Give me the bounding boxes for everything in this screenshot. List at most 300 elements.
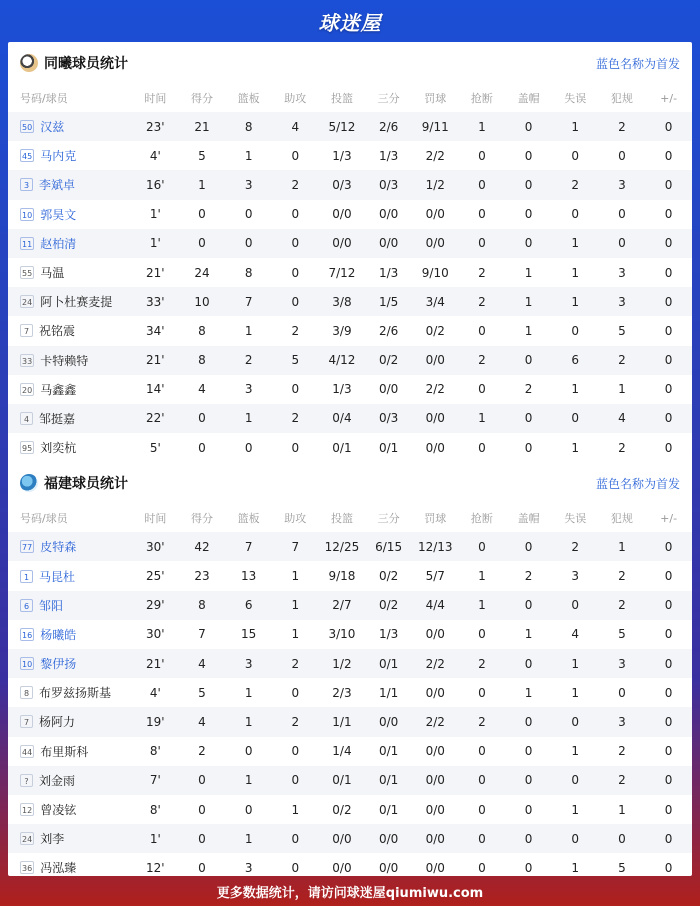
stat-cell: 7 [244,294,253,309]
stat-cell: 0/0 [332,236,352,251]
top-bar [0,0,700,42]
stat-cell: 0 [664,177,673,192]
stat-cell: 1 [291,569,300,584]
stat-cell: 2 [618,773,626,788]
player-cell [8,112,132,141]
stat-cell: 0 [524,744,533,759]
stat-cell: 4' [149,685,161,700]
stat-cell: 4 [198,714,206,729]
player-row [8,620,692,649]
stat-cell: 0/2 [332,802,352,817]
stat-cell: 3 [571,569,580,584]
player-cell [8,824,132,853]
stat-cell: 0/0 [425,773,445,788]
stat-cell: 0 [664,207,673,222]
jersey-number: 3 [20,178,33,191]
player-name: 布罗兹扬斯基 [39,686,112,701]
stat-cell: 1' [149,207,161,222]
stat-cell: 0/0 [425,685,445,700]
stat-cell: 0 [291,860,300,875]
stat-cell: 0 [571,714,580,729]
stat-cell: 1 [571,294,580,309]
stat-cell: 0/1 [378,802,399,817]
footer-banner[interactable]: 更多数据统计，请访问球迷屋qiumiwu.com [216,885,484,901]
player-cell [8,853,132,876]
stat-cell: 2 [571,539,580,554]
stat-cell: 3 [618,294,626,309]
player-cell [8,532,132,561]
stat-cell: 0 [618,207,626,222]
team-a-table [8,84,692,462]
column-header: 犯规 [610,512,633,526]
player-cell [8,433,132,462]
stat-cell: 21 [194,119,210,134]
stat-cell: 24 [194,265,210,280]
player-name: 祝铭震 [39,324,76,339]
stat-cell: 2 [198,744,206,759]
column-header: 投篮 [330,92,353,105]
stat-cell: 2 [618,119,626,134]
column-header: 助攻 [284,92,307,105]
stat-cell: 0 [524,598,533,613]
stat-cell: 30' [146,539,165,554]
column-header: 时间 [144,512,167,526]
stat-cell: 0/1 [378,656,399,671]
stat-cell: 0 [478,323,486,338]
stat-cell: 0 [524,714,533,729]
stat-cell: 0 [664,353,673,368]
stat-cell: 0 [291,207,300,222]
stat-cell: 0 [571,411,580,426]
stat-cell: 1 [571,440,580,455]
player-name[interactable]: 邹阳 [39,598,64,613]
stat-cell: 0 [524,831,533,846]
stat-cell: 0 [664,744,673,759]
stats-card [8,42,692,876]
stat-cell: 1/3 [378,265,399,280]
stat-cell: 4 [198,656,206,671]
stat-cell: 0 [664,802,673,817]
stat-cell: 0 [244,744,253,759]
stat-cell: 2 [291,177,300,192]
column-header: 篮板 [237,92,260,105]
player-cell [8,404,132,433]
stat-cell: 3 [618,714,626,729]
player-cell [8,561,132,590]
stat-cell: 2 [524,382,533,397]
stat-cell: 2/2 [425,148,445,163]
stat-cell: 0/0 [425,411,445,426]
stat-cell: 3 [244,382,253,397]
stat-cell: 0 [478,773,486,788]
team-b-logo-icon [20,474,38,492]
stat-cell: 3 [244,860,253,875]
stat-cell: 3/9 [332,323,352,338]
jersey-number: 7 [20,324,33,337]
jersey-number: 8 [20,686,33,699]
jersey-number: 50 [20,120,34,133]
stat-cell: 3/4 [425,294,445,309]
stat-cell: 8 [198,598,206,613]
stat-cell: 0/0 [378,860,399,875]
player-cell [8,170,132,199]
stat-cell: 1 [244,148,253,163]
stat-cell: 1/2 [425,177,445,192]
stat-cell: 1 [244,714,253,729]
stat-cell: 30' [146,627,165,642]
stat-cell: 1/3 [378,148,399,163]
jersey-number: 6 [20,599,33,612]
stat-cell: 1/5 [378,294,399,309]
stat-cell: 0 [664,685,673,700]
stat-cell: 22' [146,411,165,426]
stat-cell: 2 [478,353,486,368]
stat-cell: 0 [291,265,300,280]
stat-cell: 8' [149,744,161,759]
stat-cell: 1 [198,177,206,192]
stat-cell: 0 [198,236,206,251]
player-name: 杨阿力 [39,715,76,730]
stat-cell: 2 [291,323,300,338]
stat-cell: 0 [198,831,206,846]
stat-cell: 42 [194,539,210,554]
stat-cell: 0 [664,569,673,584]
stat-cell: 0 [524,177,533,192]
player-name: 卡特赖特 [40,353,89,368]
player-row [8,170,692,199]
player-name[interactable]: 赵柏清 [40,236,77,251]
stat-cell: 1 [291,598,300,613]
column-header: 时间 [144,92,167,105]
stat-cell: 16' [146,177,165,192]
stat-cell: 0 [618,148,626,163]
stat-cell: 12' [146,860,165,875]
stat-cell: 0/0 [425,440,445,455]
column-header: +/- [660,91,678,105]
column-header: 罚球 [424,512,447,526]
stat-cell: 0 [478,860,486,875]
player-row [8,375,692,404]
stat-cell: 7 [291,539,300,554]
stat-cell: 1 [571,656,580,671]
stat-cell: 0/0 [332,207,352,222]
stat-cell: 12/13 [417,539,453,554]
stat-cell: 1 [244,411,253,426]
player-name[interactable]: 汉兹 [40,120,65,135]
stat-cell: 1 [618,802,626,817]
player-cell [8,316,132,345]
stat-cell: 0/1 [378,440,399,455]
stat-cell: 7 [198,627,206,642]
stat-cell: 2 [291,656,300,671]
player-row [8,287,692,316]
player-row [8,707,692,736]
stat-cell: 0/0 [378,236,399,251]
stat-cell: 0 [524,860,533,875]
stat-cell: 0 [524,119,533,134]
column-header: 抢断 [470,92,493,105]
team-a-starter-note[interactable]: 蓝色名称为首发 [595,56,680,71]
player-row [8,649,692,678]
stat-cell: 0 [664,627,673,642]
stat-cell: 0 [664,773,673,788]
column-header: 篮板 [237,512,260,526]
player-cell [8,346,132,375]
player-cell [8,287,132,316]
player-cell [8,141,132,170]
player-row [8,737,692,766]
team-b-starter-note[interactable]: 蓝色名称为首发 [595,476,680,491]
stat-cell: 5 [618,860,626,875]
stat-cell: 0 [478,539,486,554]
team-a-header [8,42,692,84]
stat-cell: 0 [524,656,533,671]
stat-cell: 4/12 [328,353,356,368]
player-name: 冯泓臻 [40,861,77,876]
jersey-number: 16 [20,628,34,641]
stat-cell: 23 [194,569,210,584]
stat-cell: 6 [571,353,580,368]
stat-cell: 0 [244,802,253,817]
stat-cell: 1 [524,265,533,280]
player-row [8,316,692,345]
column-header: 失误 [564,92,587,105]
player-cell [8,795,132,824]
column-header: 号码/球员 [20,92,68,105]
stat-cell: 1/1 [378,685,399,700]
stat-cell: 0/1 [332,773,352,788]
stat-cell: 1/3 [332,148,352,163]
stat-cell: 0/0 [378,714,399,729]
column-header: +/- [660,511,678,525]
player-row [8,112,692,141]
player-name: 刘金雨 [39,773,76,788]
player-cell [8,200,132,229]
stat-cell: 0 [478,382,486,397]
player-row [8,532,692,561]
jersey-number: 1 [20,570,33,583]
jersey-number: 77 [20,540,34,553]
player-name[interactable]: 皮特森 [40,540,77,555]
column-header: 得分 [190,92,213,105]
stat-cell: 1 [478,411,486,426]
stat-cell: 1 [571,236,580,251]
stat-cell: 1/4 [332,744,352,759]
stat-cell: 2/3 [332,685,352,700]
player-cell [8,737,132,766]
stat-cell: 1 [244,831,253,846]
stat-cell: 1 [618,382,626,397]
stat-cell: 33' [146,294,165,309]
player-name[interactable]: 马内克 [40,149,77,164]
stat-cell: 0 [291,744,300,759]
column-header: 三分 [377,92,400,105]
stat-cell: 0 [198,773,206,788]
stat-cell: 0 [524,148,533,163]
stat-cell: 0 [571,773,580,788]
stat-cell: 0 [478,627,486,642]
stat-cell: 2 [618,440,626,455]
stat-cell: 0/0 [425,802,445,817]
stat-cell: 9/18 [328,569,356,584]
stat-cell: 0 [664,382,673,397]
player-name[interactable]: 马昆杜 [39,569,76,584]
column-header: 得分 [190,512,213,526]
player-name[interactable]: 杨曦皓 [40,627,77,642]
stat-cell: 0 [571,323,580,338]
player-name[interactable]: 李斌卓 [39,178,76,193]
stat-cell: 6/15 [375,539,403,554]
team-a-title: 同曦球员统计 [44,56,128,72]
stat-cell: 0/4 [332,411,352,426]
jersey-number: 45 [20,149,34,162]
stat-cell: 2 [478,656,486,671]
team-a-header-row [8,84,692,112]
stat-cell: 8' [149,802,161,817]
stat-cell: 2 [618,744,626,759]
stat-cell: 1 [571,744,580,759]
stat-cell: 5 [291,353,300,368]
column-header: 犯规 [610,92,633,105]
stat-cell: 0 [198,860,206,875]
stat-cell: 7' [149,773,161,788]
stat-cell: 2/2 [425,382,445,397]
player-cell [8,258,132,287]
stat-cell: 4' [149,148,161,163]
stat-cell: 0 [524,802,533,817]
player-row [8,141,692,170]
player-row [8,591,692,620]
stat-cell: 13 [241,569,257,584]
stat-cell: 0/0 [332,831,352,846]
player-name[interactable]: 黎伊扬 [40,657,77,672]
stat-cell: 0 [664,656,673,671]
column-header: 失误 [564,512,587,526]
stat-cell: 0/0 [378,831,399,846]
player-row [8,853,692,876]
player-row [8,346,692,375]
stat-cell: 14' [146,382,165,397]
stat-cell: 4 [291,119,300,134]
stat-cell: 4 [198,382,206,397]
column-header: 投篮 [330,512,353,526]
stat-cell: 4 [571,627,580,642]
player-name: 刘奕杭 [40,441,77,456]
stat-cell: 0/2 [378,569,399,584]
stat-cell: 21' [146,353,165,368]
stat-cell: 0 [478,148,486,163]
stat-cell: 0 [664,148,673,163]
stat-cell: 0 [478,440,486,455]
stat-cell: 5 [618,323,626,338]
column-header: 盖帽 [517,512,540,526]
jersey-number: 11 [20,237,34,250]
stat-cell: 3/10 [328,627,356,642]
stat-cell: 0/0 [425,353,445,368]
player-name: 邹挺嘉 [39,411,76,426]
player-cell [8,649,132,678]
stat-cell: 8 [244,265,253,280]
stat-cell: 15 [241,627,257,642]
stat-cell: 4/4 [425,598,445,613]
stat-cell: 0/0 [425,744,445,759]
player-name: 马温 [40,266,65,281]
jersey-number: 12 [20,803,34,816]
stat-cell: 2 [571,177,580,192]
player-row [8,824,692,853]
player-name: 阿卜杜赛麦提 [40,295,113,310]
jersey-number: 95 [20,441,34,454]
column-header: 号码/球员 [20,512,68,526]
stat-cell: 1 [571,265,580,280]
stat-cell: 0 [664,831,673,846]
stat-cell: 1 [571,860,580,875]
stat-cell: 23' [146,119,165,134]
stat-cell: 8 [198,353,206,368]
stat-cell: 12/25 [324,539,360,554]
stat-cell: 0/0 [425,236,445,251]
stat-cell: 0 [291,773,300,788]
player-row [8,561,692,590]
stat-cell: 1/2 [332,656,352,671]
column-header: 三分 [377,512,400,526]
stat-cell: 0 [291,685,300,700]
stat-cell: 1 [478,569,486,584]
player-cell [8,229,132,258]
stat-cell: 0 [524,207,533,222]
stat-cell: 1/3 [332,382,352,397]
stat-cell: 6 [244,598,253,613]
player-name[interactable]: 郭昊文 [40,207,77,222]
player-name: 马鑫鑫 [40,382,77,397]
stat-cell: 0 [244,207,253,222]
stat-cell: 0 [664,440,673,455]
stat-cell: 0 [244,440,253,455]
stat-cell: 7 [244,539,253,554]
stat-cell: 0 [198,802,206,817]
jersey-number: 7 [20,715,33,728]
stat-cell: 0 [291,236,300,251]
stat-cell: 0/0 [332,860,352,875]
stat-cell: 0/2 [378,598,399,613]
stat-cell: 0 [291,831,300,846]
stat-cell: 0/0 [378,382,399,397]
stat-cell: 0 [291,440,300,455]
stat-cell: 3 [244,177,253,192]
stat-cell: 3 [618,177,626,192]
stat-cell: 0/0 [425,831,445,846]
stat-cell: 2 [478,714,486,729]
stat-cell: 21' [146,656,165,671]
stat-cell: 1 [571,119,580,134]
stat-cell: 2/2 [425,714,445,729]
stat-cell: 5' [149,440,161,455]
stat-cell: 8 [244,119,253,134]
stat-cell: 1 [291,627,300,642]
stat-cell: 2 [244,353,253,368]
stat-cell: 5/12 [328,119,356,134]
stat-cell: 1/1 [332,714,352,729]
stat-cell: 0/0 [425,860,445,875]
stat-cell: 0 [198,411,206,426]
stat-cell: 25' [146,569,165,584]
player-name: 曾凌铉 [40,803,77,818]
player-cell [8,707,132,736]
player-row [8,766,692,795]
stat-cell: 0 [478,744,486,759]
player-row [8,258,692,287]
jersey-number: 55 [20,266,34,279]
